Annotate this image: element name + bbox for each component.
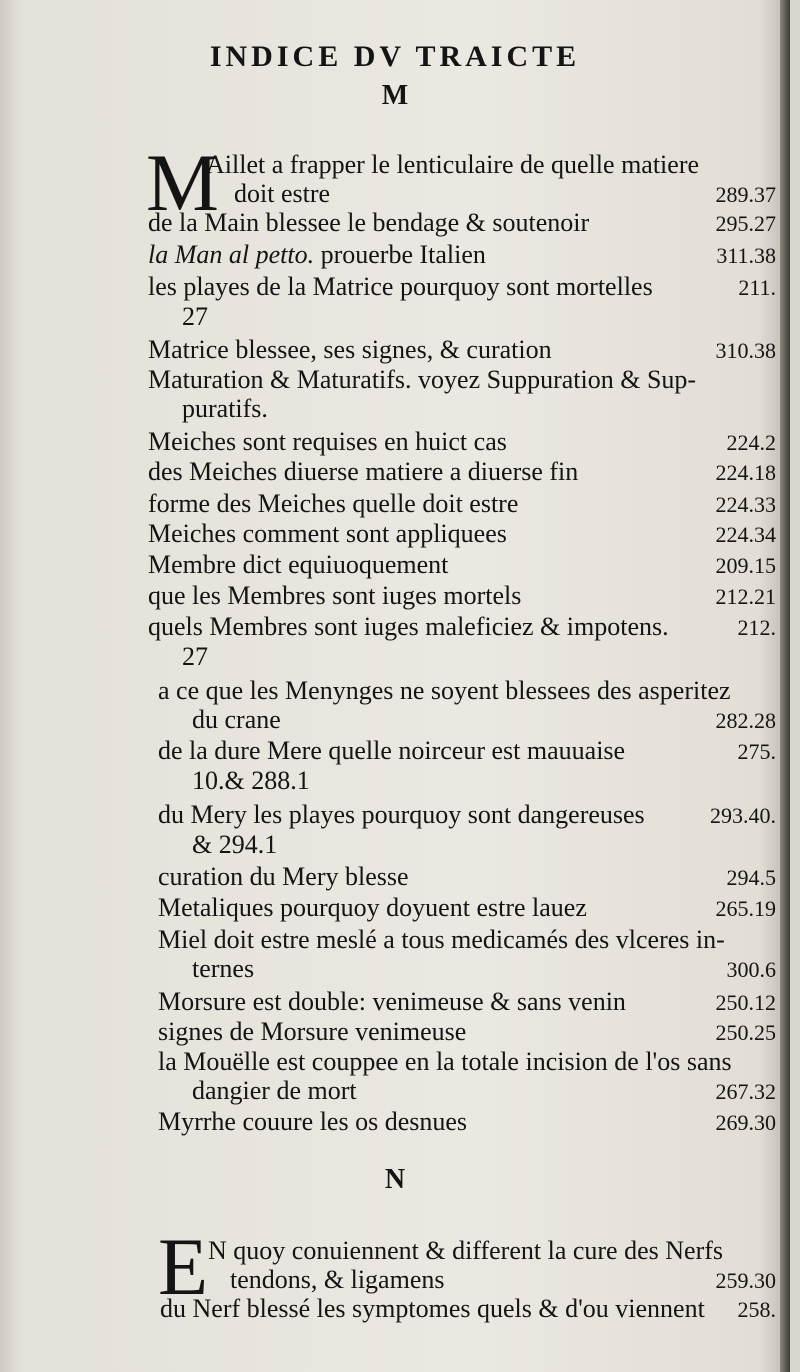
entry-text: Meiches comment sont appliquees: [148, 519, 507, 548]
entry-text: N quoy conuiennent & different la cure des Nerfs: [208, 1236, 724, 1265]
entry-page-ref: 295.27: [715, 211, 776, 236]
page-edge: [780, 0, 790, 1372]
entry-page-ref: 311.38: [716, 243, 776, 268]
entry-page-ref: 267.32: [715, 1079, 776, 1104]
m-entry: [158, 800, 776, 859]
m-entry: [148, 240, 776, 270]
entry-page-ref: 212.: [737, 615, 776, 640]
entry-page-ref: 258.: [737, 1297, 776, 1322]
entry-continuation: du crane: [192, 705, 281, 734]
entry-text: a ce que les Menynges ne soyent blessees des asperitez: [158, 676, 731, 705]
m-entry: [148, 150, 776, 209]
entry-text: des Meiches diuerse matiere a diuerse fin: [148, 457, 579, 486]
entry-text: les playes de la Matrice pourquoy sont mortelles: [148, 272, 653, 301]
entry-text: forme des Meiches quelle doit estre: [148, 489, 519, 518]
m-entry: [148, 581, 776, 611]
entry-text: du Mery les playes pourquoy sont dangereuses: [158, 800, 645, 829]
entry-text: Metaliques pourquoy doyuent estre lauez: [158, 893, 587, 922]
entry-italic-text: la Man al petto.: [148, 240, 315, 269]
entry-continuation: 10.& 288.1: [192, 766, 310, 795]
m-entry: [158, 736, 776, 795]
entry-text: Aillet a frapper le lenticulaire de quelle matiere: [206, 150, 700, 179]
m-entry: [158, 987, 776, 1017]
entry-page-ref: 294.5: [726, 865, 776, 890]
entry-text: Maturation & Maturatifs. voyez Suppuration & Sup-: [148, 365, 697, 394]
entry-text: de la Main blessee le bendage & soutenoir: [148, 208, 590, 237]
m-entry: [148, 208, 776, 238]
entry-page-ref: 224.34: [715, 522, 776, 547]
entry-page-ref: 211.: [738, 275, 776, 300]
entry-page-ref: 224.18: [715, 460, 776, 485]
entry-text: de la dure Mere quelle noirceur est mauuaise: [158, 736, 626, 765]
entry-text: signes de Morsure venimeuse: [158, 1017, 467, 1046]
m-entry: [148, 457, 776, 487]
entry-page-ref: 289.37: [715, 182, 776, 207]
n-entry: [160, 1236, 776, 1295]
running-head: INDICE DV TRAICTE: [209, 40, 581, 73]
m-entry: [148, 335, 776, 365]
entry-continuation: ternes: [192, 954, 255, 983]
entry-text: Matrice blessee, ses signes, & curation: [148, 335, 552, 364]
entry-continuation: dangier de mort: [192, 1076, 357, 1105]
entry-text: Myrrhe couure les os desnues: [158, 1107, 468, 1136]
m-entry: [148, 489, 776, 519]
entry-text: Meiches sont requises en huict cas: [148, 427, 507, 456]
n-entry: [160, 1294, 776, 1324]
entry-continuation: tendons, & ligamens: [230, 1265, 445, 1294]
m-entry: [158, 1047, 776, 1106]
m-entry: [158, 676, 776, 735]
entry-text: Morsure est double: venimeuse & sans venin: [158, 987, 626, 1016]
m-entry: [148, 272, 776, 331]
m-entry: [158, 862, 776, 892]
m-entry: [158, 925, 776, 984]
entry-page-ref: 250.25: [715, 1020, 776, 1045]
entry-page-ref: 224.2: [726, 430, 776, 455]
m-entry: [158, 893, 776, 923]
entry-page-ref: 265.19: [715, 896, 776, 921]
entry-page-ref: 275.: [737, 739, 776, 764]
entry-page-ref: 293.40.: [710, 803, 776, 828]
entry-text: Membre dict equiuoquement: [148, 550, 449, 579]
entry-text: la Mouëlle est couppee en la totale incision de l'os sans: [158, 1047, 732, 1076]
m-entry: [158, 1107, 776, 1137]
drop-cap-e: E: [158, 1221, 209, 1312]
entry-text: prouerbe Italien: [314, 240, 486, 269]
entry-page-ref: 282.28: [715, 708, 776, 733]
entry-page-ref: 269.30: [715, 1110, 776, 1135]
entry-page-ref: 300.6: [726, 957, 776, 982]
entry-text: quels Membres sont iuges maleficiez & impotens.: [148, 612, 669, 641]
drop-cap-m: M: [146, 137, 219, 228]
entry-page-ref: 250.12: [715, 990, 776, 1015]
m-entry: [148, 550, 776, 580]
entry-continuation: & 294.1: [192, 830, 278, 859]
section-letter-n: N: [384, 1164, 406, 1195]
entry-continuation: 27: [182, 642, 208, 671]
entry-continuation: doit estre: [234, 179, 331, 208]
section-letter-m: M: [381, 80, 409, 111]
entry-text: du Nerf blessé les symptomes quels & d'ou viennent: [160, 1294, 705, 1323]
entry-continuation: 27: [182, 302, 208, 331]
entry-text: que les Membres sont iuges mortels: [148, 581, 522, 610]
entry-text: Miel doit estre meslé a tous medicamés des vlceres in-: [158, 925, 725, 954]
entry-page-ref: 310.38: [715, 338, 776, 363]
entry-continuation: puratifs.: [182, 394, 268, 423]
m-entry: [148, 365, 776, 423]
entry-page-ref: 212.21: [715, 584, 776, 609]
entry-text: curation du Mery blesse: [158, 862, 409, 891]
m-entry: [148, 612, 776, 671]
entry-page-ref: 209.15: [715, 553, 776, 578]
m-entry: [148, 427, 776, 457]
entry-page-ref: 224.33: [715, 492, 776, 517]
m-entry: [158, 1017, 776, 1047]
entry-page-ref: 259.30: [715, 1268, 776, 1293]
m-entry: [148, 519, 776, 549]
